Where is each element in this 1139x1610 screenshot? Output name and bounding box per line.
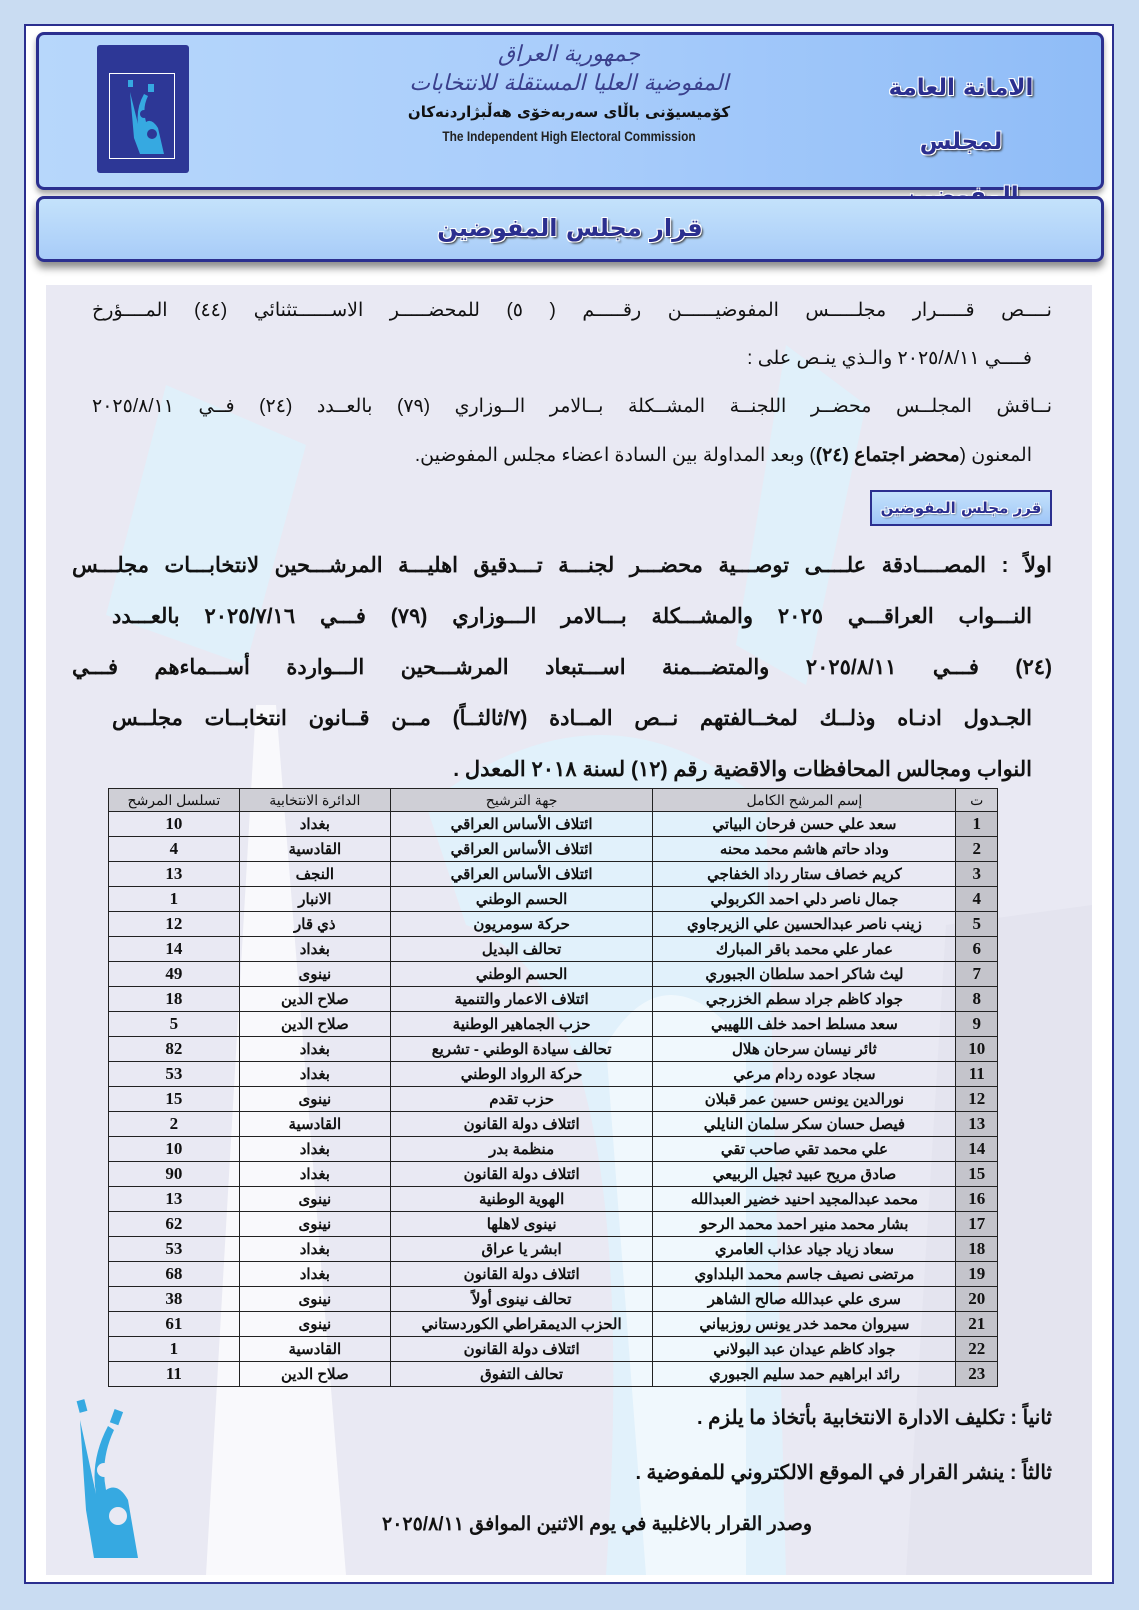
candidate-sequence: 62 xyxy=(109,1212,240,1237)
nominating-entity: ائتلاف دولة القانون xyxy=(390,1112,653,1137)
row-index: 12 xyxy=(956,1087,998,1112)
col-header-nominating-entity: جهة الترشيح xyxy=(390,789,653,812)
letterhead xyxy=(36,32,1104,190)
constituency: بغداد xyxy=(239,1137,390,1162)
candidate-sequence: 13 xyxy=(109,1187,240,1212)
candidate-sequence: 12 xyxy=(109,912,240,937)
nominating-entity: منظمة بدر xyxy=(390,1137,653,1162)
table-row xyxy=(109,1337,998,1362)
table-row xyxy=(109,987,998,1012)
constituency: نينوى xyxy=(239,1087,390,1112)
intro-line-2: فــــي ٢٠٢٥/٨/١١ والـذي ينـص على : xyxy=(747,348,1032,369)
candidate-full-name: جمال ناصر دلي احمد الكربولي xyxy=(653,887,956,912)
item1-line-5: النواب ومجالس المحافظات والاقضية رقم (١٢) لسنة ٢٠١٨ المعدل . xyxy=(453,758,1032,781)
decision-body xyxy=(46,285,1092,1575)
constituency: الانبار xyxy=(239,887,390,912)
table-header-row xyxy=(109,789,998,812)
voter-figure-icon xyxy=(118,78,168,156)
nominating-entity: نينوى لاهلها xyxy=(390,1212,653,1237)
row-index: 4 xyxy=(956,887,998,912)
secretariat-line-2: لمجلس xyxy=(919,129,1003,155)
candidate-sequence: 1 xyxy=(109,1337,240,1362)
table-row xyxy=(109,837,998,862)
candidate-sequence: 38 xyxy=(109,1287,240,1312)
nominating-entity: الحسم الوطني xyxy=(390,962,653,987)
candidate-full-name: جواد كاظم عيدان عبد البولاني xyxy=(653,1337,956,1362)
candidate-sequence: 11 xyxy=(109,1362,240,1387)
constituency: نينوى xyxy=(239,1187,390,1212)
candidate-full-name: عمار علي محمد باقر المبارك xyxy=(653,937,956,962)
row-index: 1 xyxy=(956,812,998,837)
col-header-index: ت xyxy=(956,789,998,812)
nominating-entity: ائتلاف الأساس العراقي xyxy=(390,862,653,887)
row-index: 19 xyxy=(956,1262,998,1287)
candidate-sequence: 68 xyxy=(109,1262,240,1287)
table-row xyxy=(109,912,998,937)
row-index: 13 xyxy=(956,1112,998,1137)
commission-name-arabic: المفوضية العليا المستقلة للانتخابات xyxy=(409,71,729,96)
table-row xyxy=(109,937,998,962)
meeting-minutes-reference: محضر اجتماع (٢٤) xyxy=(815,445,960,466)
candidate-full-name: علي محمد تقي صاحب تقي xyxy=(653,1137,956,1162)
commission-name-english: The Independent High Electoral Commission xyxy=(442,128,696,144)
item1-line-1: اولاً : المصــــادقة علــــى توصـــية محضـــر لجنـــة تـــدقيق اهليـــة المرشـــحين لانتخابـــات مجلـــس xyxy=(72,554,1052,577)
constituency: صلاح الدين xyxy=(239,1362,390,1387)
item1-line-4: الجـدول ادنـاه وذلــك لمخــالفتهم نــص المــادة (٧/ثالثــاً) مــن قــانون انتخابــات مجلــس xyxy=(112,707,1032,730)
constituency: بغداد xyxy=(239,1162,390,1187)
nominating-entity: تحالف نينوى أولاً xyxy=(390,1287,653,1312)
row-index: 3 xyxy=(956,862,998,887)
candidate-sequence: 14 xyxy=(109,937,240,962)
row-index: 16 xyxy=(956,1187,998,1212)
row-index: 6 xyxy=(956,937,998,962)
nominating-entity: حركة الرواد الوطني xyxy=(390,1062,653,1087)
constituency: القادسية xyxy=(239,837,390,862)
constituency: نينوى xyxy=(239,962,390,987)
candidate-full-name: سعد مسلط احمد خلف اللهيبي xyxy=(653,1012,956,1037)
candidate-full-name: ثائر نيسان سرحان هلال xyxy=(653,1037,956,1062)
candidate-full-name: نورالدين يونس حسين عمر قبلان xyxy=(653,1087,956,1112)
constituency: بغداد xyxy=(239,1037,390,1062)
nominating-entity: حركة سومريون xyxy=(390,912,653,937)
row-index: 15 xyxy=(956,1162,998,1187)
table-row xyxy=(109,1362,998,1387)
candidate-full-name: فيصل حسان سكر سلمان النايلي xyxy=(653,1112,956,1137)
nominating-entity: ائتلاف دولة القانون xyxy=(390,1162,653,1187)
candidate-sequence: 4 xyxy=(109,837,240,862)
table-row xyxy=(109,1287,998,1312)
constituency: بغداد xyxy=(239,1262,390,1287)
intro-line-4-suffix: ) وبعد المداولة بين السادة اعضاء مجلس المفوضين. xyxy=(414,445,816,466)
document-title: قرار مجلس المفوضين xyxy=(36,196,1104,262)
constituency: بغداد xyxy=(239,1237,390,1262)
constituency: القادسية xyxy=(239,1112,390,1137)
row-index: 22 xyxy=(956,1337,998,1362)
table-row xyxy=(109,1162,998,1187)
row-index: 10 xyxy=(956,1037,998,1062)
constituency: بغداد xyxy=(239,1062,390,1087)
intro-line-3: نــاقش المجلــس محضــر اللجنــة المشــكلة بــالامر الــوزاري (٧٩) بالعــدد (٢٤) فــي ٢٠٢٥/٨/١١ xyxy=(92,396,1053,417)
candidate-full-name: كريم خصاف ستار رداد الخفاجي xyxy=(653,862,956,887)
corner-logo xyxy=(64,1390,144,1560)
row-index: 17 xyxy=(956,1212,998,1237)
candidate-full-name: صادق مريح عبيد ثجيل الربيعي xyxy=(653,1162,956,1187)
table-row xyxy=(109,1112,998,1137)
candidate-sequence: 13 xyxy=(109,862,240,887)
candidate-sequence: 1 xyxy=(109,887,240,912)
constituency: نينوى xyxy=(239,1212,390,1237)
row-index: 9 xyxy=(956,1012,998,1037)
row-index: 18 xyxy=(956,1237,998,1262)
nominating-entity: تحالف البديل xyxy=(390,937,653,962)
candidate-sequence: 2 xyxy=(109,1112,240,1137)
candidate-full-name: رائد ابراهيم حمد سليم الجبوري xyxy=(653,1362,956,1387)
nominating-entity: الهوية الوطنية xyxy=(390,1187,653,1212)
commission-name-block xyxy=(369,41,769,147)
nominating-entity: ابشر يا عراق xyxy=(390,1237,653,1262)
candidate-full-name: سرى علي عبدالله صالح الشاهر xyxy=(653,1287,956,1312)
candidate-full-name: سعاد زياد جياد عذاب العامري xyxy=(653,1237,956,1262)
nominating-entity: تحالف سيادة الوطني - تشريع xyxy=(390,1037,653,1062)
table-row xyxy=(109,1037,998,1062)
candidate-sequence: 5 xyxy=(109,1012,240,1037)
candidate-sequence: 18 xyxy=(109,987,240,1012)
candidate-sequence: 90 xyxy=(109,1162,240,1187)
constituency: بغداد xyxy=(239,812,390,837)
row-index: 5 xyxy=(956,912,998,937)
item2-assign-electoral-admin: ثانياً : تكليف الادارة الانتخابية بأتخاذ ما يلزم . xyxy=(697,1407,1052,1429)
intro-line-4-prefix: المعنون ( xyxy=(959,445,1032,466)
candidate-sequence: 82 xyxy=(109,1037,240,1062)
intro-line-4 xyxy=(72,442,1032,470)
table-row xyxy=(109,1187,998,1212)
nominating-entity: ائتلاف الأساس العراقي xyxy=(390,812,653,837)
table-row xyxy=(109,1237,998,1262)
candidate-sequence: 53 xyxy=(109,1062,240,1087)
candidate-full-name: سيروان محمد خدر يونس روزبياني xyxy=(653,1312,956,1337)
candidate-sequence: 15 xyxy=(109,1087,240,1112)
candidate-sequence: 10 xyxy=(109,812,240,837)
nominating-entity: ائتلاف الاعمار والتنمية xyxy=(390,987,653,1012)
candidate-sequence: 61 xyxy=(109,1312,240,1337)
row-index: 20 xyxy=(956,1287,998,1312)
item3-publish-decision: ثالثاً : ينشر القرار في الموقع الالكتروني للمفوضية . xyxy=(635,1462,1052,1484)
nominating-entity: ائتلاف دولة القانون xyxy=(390,1337,653,1362)
ihec-logo xyxy=(97,45,189,173)
secretariat-line-1: الامانة العامة xyxy=(888,75,1034,101)
constituency: صلاح الدين xyxy=(239,1012,390,1037)
candidate-full-name: وداد حاتم هاشم محمد محنه xyxy=(653,837,956,862)
col-header-candidate-sequence: تسلسل المرشح xyxy=(109,789,240,812)
issuance-statement: وصدر القرار بالاغلبية في يوم الاثنين الموافق ٢٠٢٥/٨/١١ xyxy=(381,1514,812,1535)
candidate-full-name: سجاد عوده ردام مرعي xyxy=(653,1062,956,1087)
constituency: نينوى xyxy=(239,1312,390,1337)
table-row xyxy=(109,1062,998,1087)
table-row xyxy=(109,1312,998,1337)
constituency: بغداد xyxy=(239,937,390,962)
nominating-entity: الحزب الديمقراطي الكوردستاني xyxy=(390,1312,653,1337)
candidate-full-name: جواد كاظم جراد سطم الخزرجي xyxy=(653,987,956,1012)
table-row xyxy=(109,887,998,912)
candidate-sequence: 53 xyxy=(109,1237,240,1262)
candidate-full-name: سعد علي حسن فرحان البياتي xyxy=(653,812,956,837)
candidate-full-name: محمد عبدالمجيد احنيد خضير العبدالله xyxy=(653,1187,956,1212)
excluded-candidates-table xyxy=(108,788,998,1387)
intro-line-1: نــــص قـــــرار مجلـــــس المفوضيــــــن رقـــــم ( ٥) للمحضـــــر الاســــــتثنائي (٤٤) المــــؤرخ xyxy=(92,300,1052,321)
commission-name-kurdish: كۆمیسیۆنی باڵای سەربەخۆی هەڵبژاردنەکان xyxy=(407,103,731,121)
candidate-sequence: 49 xyxy=(109,962,240,987)
constituency: القادسية xyxy=(239,1337,390,1362)
candidate-full-name: بشار محمد منير احمد محمد الرحو xyxy=(653,1212,956,1237)
table-row xyxy=(109,812,998,837)
item1-line-2: النـــواب العراقـــي ٢٠٢٥ والمشـــكلة بـــالامر الـــوزاري (٧٩) فـــي ٢٠٢٥/٧/١٦ بالعـــدد xyxy=(112,605,1032,628)
nominating-entity: حزب تقدم xyxy=(390,1087,653,1112)
candidate-full-name: مرتضى نصيف جاسم محمد البلداوي xyxy=(653,1262,956,1287)
table-row xyxy=(109,1212,998,1237)
table-row xyxy=(109,1137,998,1162)
table-row xyxy=(109,962,998,987)
row-index: 7 xyxy=(956,962,998,987)
row-index: 23 xyxy=(956,1362,998,1387)
row-index: 2 xyxy=(956,837,998,862)
candidate-full-name: زينب ناصر عبدالحسين علي الزيرجاوي xyxy=(653,912,956,937)
nominating-entity: حزب الجماهير الوطنية xyxy=(390,1012,653,1037)
constituency: نينوى xyxy=(239,1287,390,1312)
row-index: 8 xyxy=(956,987,998,1012)
col-header-full-name: إسم المرشح الكامل xyxy=(653,789,956,812)
col-header-constituency: الدائرة الانتخابية xyxy=(239,789,390,812)
row-index: 21 xyxy=(956,1312,998,1337)
item1-line-3: (٢٤) فـــي ٢٠٢٥/٨/١١ والمتضـــمنة اســـتبعاد المرشـــحين الـــواردة أســـماءهم فـــي xyxy=(72,656,1052,679)
constituency: النجف xyxy=(239,862,390,887)
constituency: ذي قار xyxy=(239,912,390,937)
row-index: 11 xyxy=(956,1062,998,1087)
nominating-entity: ائتلاف دولة القانون xyxy=(390,1262,653,1287)
row-index: 14 xyxy=(956,1137,998,1162)
table-row xyxy=(109,1262,998,1287)
candidate-sequence: 10 xyxy=(109,1137,240,1162)
nominating-entity: ائتلاف الأساس العراقي xyxy=(390,837,653,862)
nominating-entity: الحسم الوطني xyxy=(390,887,653,912)
table-row xyxy=(109,1012,998,1037)
table-row xyxy=(109,1087,998,1112)
constituency: صلاح الدين xyxy=(239,987,390,1012)
republic-title: جمهورية العراق xyxy=(497,42,641,67)
nominating-entity: تحالف التفوق xyxy=(390,1362,653,1387)
decision-label: قرر مجلس المفوضين xyxy=(870,490,1052,526)
table-row xyxy=(109,862,998,887)
candidate-full-name: ليث شاكر احمد سلطان الجبوري xyxy=(653,962,956,987)
